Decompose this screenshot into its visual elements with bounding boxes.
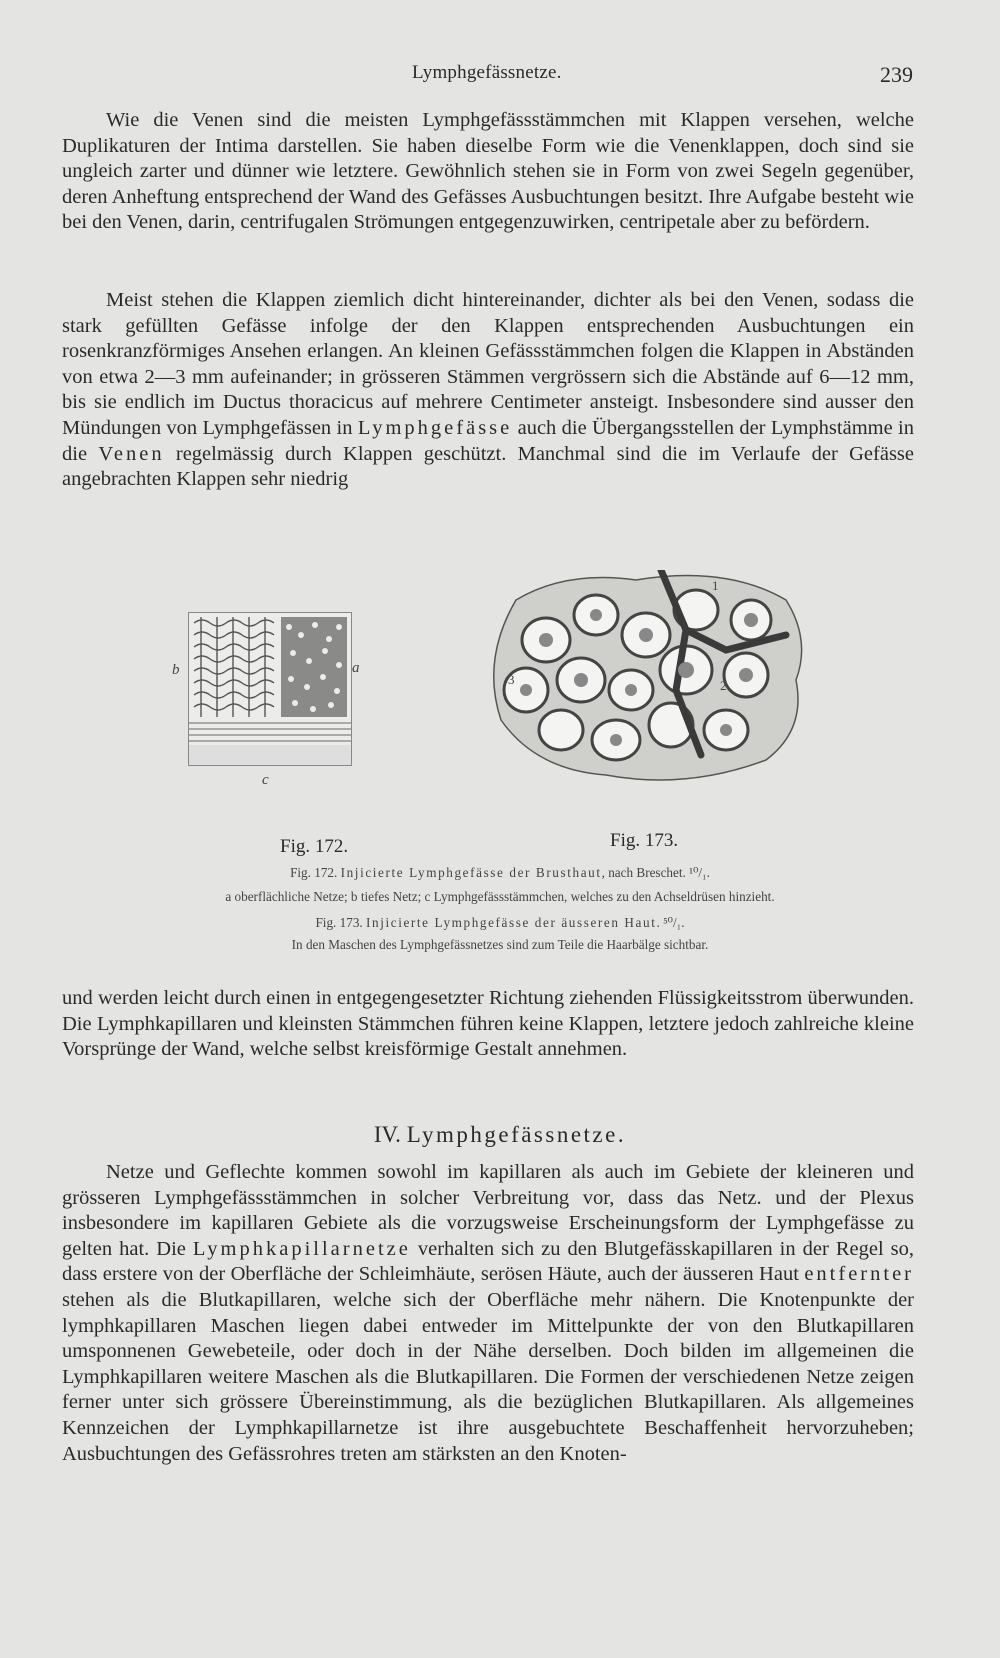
figure-172-illustration bbox=[188, 612, 352, 766]
figure-172-label: Fig. 172. bbox=[280, 836, 349, 857]
figure-172-letter-b: b bbox=[172, 662, 180, 678]
caption-fig173-suffix: . ⁵⁰/₁. bbox=[656, 915, 685, 930]
section-numeral: IV. bbox=[373, 1122, 401, 1147]
figure-173-label-1: 1 bbox=[712, 578, 719, 593]
figure-172-letter-a: a bbox=[352, 660, 360, 676]
caption-fig173 bbox=[120, 912, 880, 933]
paragraph-4 bbox=[62, 1160, 914, 1467]
figure-173-drawing bbox=[486, 570, 806, 788]
paragraph-1: Wie die Venen sind die meisten Lymphgefässstämmchen mit Klappen versehen, welche Duplikaturen der Intima darstellen. Sie haben dieselbe Form wie die Venenklappen, doch sind sie ungleich zarter und dünner wie letztere. Gewöhnlich stehen sie in Form von zwei Segeln gegenüber, deren Anheftung entsprechend der Wand des Gefässes Ausbuchtungen besitzt. Ihre Aufgabe besteht wie bei den Venen, darin, centrifugalen Strömungen entgegenzuwirken, centripetale aber zu befördern. bbox=[62, 109, 914, 234]
figure-173-label: Fig. 173. bbox=[610, 830, 679, 851]
emphasis-lymphkapillarnetze: Lymphkapillarnetze bbox=[192, 1237, 411, 1260]
paragraph-3: und werden leicht durch einen in entgegengesetzter Richtung ziehenden Flüssigkeitsstrom überwunden. Die Lymphkapillaren und kleinsten Stämmchen führen keine Klappen, letztere jedoch zahlreiche kleine Vorsprünge der Wand, welche selbst kreisförmige Gestalt annehmen. bbox=[62, 987, 914, 1061]
running-header bbox=[0, 62, 1000, 92]
section-heading bbox=[0, 1122, 1000, 1148]
caption-fig172 bbox=[120, 862, 880, 883]
running-title: Lymphgefässnetze. bbox=[412, 62, 562, 83]
section-title: Lymphgefässnetze. bbox=[406, 1122, 627, 1147]
emphasis-venen: Venen bbox=[98, 442, 165, 465]
figure-173-illustration bbox=[486, 570, 806, 788]
emphasis-lymphgefaesse: Lymphgefässe bbox=[357, 416, 513, 439]
caption-fig173-prefix: Fig. 173. bbox=[315, 915, 367, 930]
figure-173-label-2: 2 bbox=[720, 678, 727, 693]
paragraph-2 bbox=[62, 288, 914, 493]
paragraph-4-text-a: Netze und Geflechte kommen sowohl im kapillaren als auch im Gebiete der kleineren und grösseren Lymphgefässstämmchen in solcher Verbreitung vor, dass das Netz. und der Plexus insbesondere im kapillaren Gebiete als die vorzugsweise Erscheinungsform der Lymphgefässe zu gelten hat. Die bbox=[62, 1161, 914, 1260]
paragraph-4-text-b: verhalten sich zu den Blutgefässkapillaren in der Regel so, dass erstere von der Oberfläche der Schleimhäute, serösen Häute, auch der äusseren Haut bbox=[62, 1237, 915, 1286]
paragraph-2-text-c: regelmässig durch Klappen geschützt. Manchmal sind die im Verlaufe der Gefässe angebrachten Klappen sehr niedrig bbox=[62, 442, 914, 491]
paragraph-2-text-a: Meist stehen die Klappen ziemlich dicht hintereinander, dichter als bei den Venen, sodass die stark gefüllten Gefässe infolge der den Klappen entsprechenden Ausbuchtungen ein rosenkranzförmiges Ansehen erlangen. An kleinen Gefässstämmchen folgen die Klappen in Abständen von etwa 2—3 mm aufeinander; in grösseren Stämmen vergrössern sich die Abstände auf 6—12 mm, bis sie endlich im Ductus thoracicus auf mehrere Centimeter ansteigt. Insbesondere sind ausser den Mündungen von Lymphgefässen in bbox=[62, 289, 914, 439]
caption-fig172-legend: a oberflächliche Netze; b tiefes Netz; c Lymphgefässstämmchen, welches zu den Achseldrüsen hinzieht. bbox=[225, 889, 775, 904]
figure-173-label-3: 3 bbox=[508, 672, 515, 687]
caption-fig173-note: In den Maschen des Lymphgefässnetzes sind zum Teile die Haarbälge sichtbar. bbox=[291, 937, 709, 952]
emphasis-entfernter: entfernter bbox=[804, 1263, 914, 1286]
caption-fig172-prefix: Fig. 172. bbox=[290, 865, 341, 880]
paragraph-4-text-c: stehen als die Blutkapillaren, welche sich der Oberfläche mehr nähern. Die Knotenpunkte der lymphkapillaren Maschen liegen dabei entweder im Mittelpunkte der von den Blutkapillaren umsponnenen Gewebeteile, oder doch in der Nähe derselben. Doch bilden im allgemeinen die Lymphkapillaren weitere Maschen als die Blutkapillaren. Die Formen der verschiedenen Netze zeigen ferner unter sich grössere Übereinstimmung, als die bezüglichen Blutkapillaren. Als allgemeines Kennzeichen der Lymphkapillarnetze ist ihre ausgebuchtete Beschaffenheit hervorzuheben; Ausbuchtungen des Gefässrohres treten am stärksten an den Knoten- bbox=[62, 1288, 914, 1465]
figure-172-drawing bbox=[189, 613, 351, 765]
caption-fig173-title: Injicierte Lymphgefässe der äusseren Haut bbox=[366, 915, 657, 930]
caption-fig172-title: Injicierte Lymphgefässe der Brusthaut bbox=[340, 865, 602, 880]
figure-172-letter-c: c bbox=[262, 772, 269, 788]
page-number: 239 bbox=[880, 62, 913, 87]
paragraph-2-text-b: auch die Übergangsstellen der Lymphstämme in die bbox=[62, 416, 914, 465]
caption-fig172-suffix: , nach Breschet. ¹⁰/₁. bbox=[601, 865, 710, 880]
